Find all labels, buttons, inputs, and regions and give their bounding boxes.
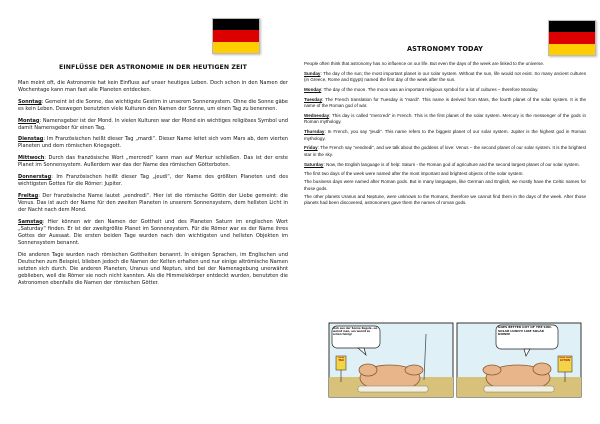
english-day-0 [304, 71, 586, 84]
english-day-6 [304, 162, 586, 168]
english-body [304, 61, 586, 210]
german-day-0 [18, 99, 288, 113]
cartoon-bubble-left: Ooh aus der Sonne Kegels…so wohnt man, um warmt zu schön feinig! [333, 327, 378, 337]
day-text: : This day is called “mercredi” in French. This is the first planet of the solar system. Mercury is the messenger of the gods in Roman mythology. [304, 113, 586, 125]
day-text: : The French translation for Tuesday is “mardi”. This name is derived from Mars, the fourth planet of the solar system. It is the name of the Roman god of war. [304, 96, 586, 109]
english-day-5 [304, 145, 586, 158]
english-day-1 [304, 87, 586, 93]
german-outro: Die anderen Tage wurden nach römischen Gottheiten benannt. In einigen Sprachen, im Englischen und Deutschen zum Beispiel, blieben jedoch die Namen der Kelten erhalten und nur einige altrömische Namen setzten sich durch. Die anderen Planeten, Uranus und Neptun, sind bei der Namensgebung unerwähnt geblieben, weil die Römer sie noch nicht kannten. Als die Himmelskörper entdeckt wurden, benutzten die Astronomen ebenfalls die Namen der römischen Götter. [18, 251, 288, 286]
day-text: : Im Französischen heißt dieser Tag „mardi“. Dieser Name leitet sich vom Mars ab, dem vierten Planeten und dem römischen Kriegsgott. [18, 136, 288, 150]
english-day-3 [304, 113, 586, 126]
day-name: Donnerstag [18, 173, 52, 180]
day-text: : Hier können wir den Namen der Gottheit und des Planeten Saturn im englischen Wort „Saturday“ finden. Er ist der zweitgrößte Planet im Sonnensystem. Für die Römer war es der Name ihres Gottes der Aussaat. Die ersten beiden Tage wurden nach den wichtigsten und hellsten Objekten im Sonnensystem benannt. [18, 218, 288, 246]
day-text: : The day of the moon. The moon was an important religious symbol for a lot of cultures – therefore Monday. [321, 87, 539, 92]
day-name: Mittwoch [18, 155, 45, 162]
day-name: Thursday [304, 129, 325, 135]
german-title: EINFLÜSSE DER ASTRONOMIE IN DER HEUTIGEN ZEIT [59, 64, 247, 71]
english-intro: People often think that astronomy has no influence on our life. But even the days of the week are linked to the universe. [304, 61, 545, 66]
german-flag-icon [212, 18, 260, 54]
day-text: : Namensgeber ist der Mond. In vielen Kulturen war der Mond ein wichtiges religiöses Symbol und damit Namensgeber für einen Tag. [18, 117, 288, 131]
cartoon-bubble-right: GOES BETTER OUT OF THE SUN. SOLAR LUNCH! LIKE SOLAR DOWN! [498, 326, 552, 337]
day-text: : Durch das französische Wort „mercredi“ kann man auf Merkur schließen. Das ist der erste Planet im Sonnensystem. Außerdem war das der Name des römischen Götterboten. [18, 155, 288, 169]
german-day-2 [18, 136, 288, 150]
german-intro: Man meint oft, die Astronomie hat kein Einfluss auf unser heutiges Leben. Doch schon in den Namen der Wochentage kann man fast alle Planeten entdecken. [18, 80, 288, 94]
day-name: Freitag [18, 192, 39, 199]
german-day-3 [18, 155, 288, 169]
day-text: : Gemeint ist die Sonne, das wichtigste Gestirn in unserem Sonnensystem. Ohne die Sonne gäbe es kein Leben. Deswegen benutzten viele Kulturen den Namen der Sonne, um einen Tag zu benennen. [18, 98, 288, 112]
day-text: : In French, you say “jeudi”. This name refers to the biggest planet of our solar system. Jupiter is the highest god in Roman mythology. [304, 129, 586, 141]
day-name: Tuesday [304, 96, 323, 102]
day-name: Wednesday [304, 113, 330, 118]
day-name: Dienstag [18, 136, 44, 143]
english-title: ASTRONOMY TODAY [406, 45, 484, 53]
day-name: Montag [18, 117, 40, 124]
cartoon-sign-left: SUN TAN [338, 357, 344, 362]
english-outro-1: The first two days of the week were named after the most important and brightest objects of the solar system. [304, 171, 524, 177]
german-day-1 [18, 118, 288, 132]
cartoon-sign-right: SUN TAN LOTION [559, 357, 571, 362]
day-text: : The French say “vendredi”, and we talk about the goddess of love: Venus – the second planet of our solar system. It is the brightest star in the sky. [304, 145, 586, 157]
day-name: Samstag [18, 218, 43, 225]
day-name: Saturday [304, 161, 324, 167]
german-day-4 [18, 174, 288, 188]
day-text: : The day of the sun; the most important planet in our solar system. Without the sun, life would not exist. So many ancient cultures (in Greece, Rome and Egypt) named the first day of the week after the sun. [304, 70, 586, 83]
day-text: : Now, the English language is of help: Saturn - the Roman god of agriculture and the second largest planet of our solar system. [323, 161, 580, 167]
day-text: : Im Französischen heißt dieser Tag „jeudi“, der Name des größten Planeten und des wichtigsten Gottes für die Römer: Jupiter. [18, 173, 288, 187]
day-name: Sunday [304, 70, 321, 76]
english-outro-2: The business days were named after Roman gods. But in many languages, like German and English, we mostly have the Celtic names for those gods. [304, 179, 586, 191]
german-body [18, 80, 288, 292]
day-name: Monday [304, 87, 322, 92]
english-day-2 [304, 97, 586, 110]
day-name: Friday [304, 145, 318, 151]
german-day-6 [18, 219, 288, 247]
day-name: Sonntag [18, 98, 42, 105]
chicken-cartoon [328, 322, 582, 398]
german-day-5 [18, 193, 288, 214]
english-day-4 [304, 129, 586, 142]
english-outro-3: The other planets Uranus and Neptune, were unknown to the Romans, therefore we cannot find them in the days of the week. After those planets had been discovered, astronomers gave them the names of roman gods. [304, 193, 586, 206]
day-text: : Der französische Name lautet „vendredi“. Hier ist die römische Göttin der Liebe gemeint: die Venus. Das ist auch der Name für den zweiten Planeten in unserem Sonnensystem, dem hellsten Licht in der Nacht nach dem Mond. [18, 192, 288, 213]
